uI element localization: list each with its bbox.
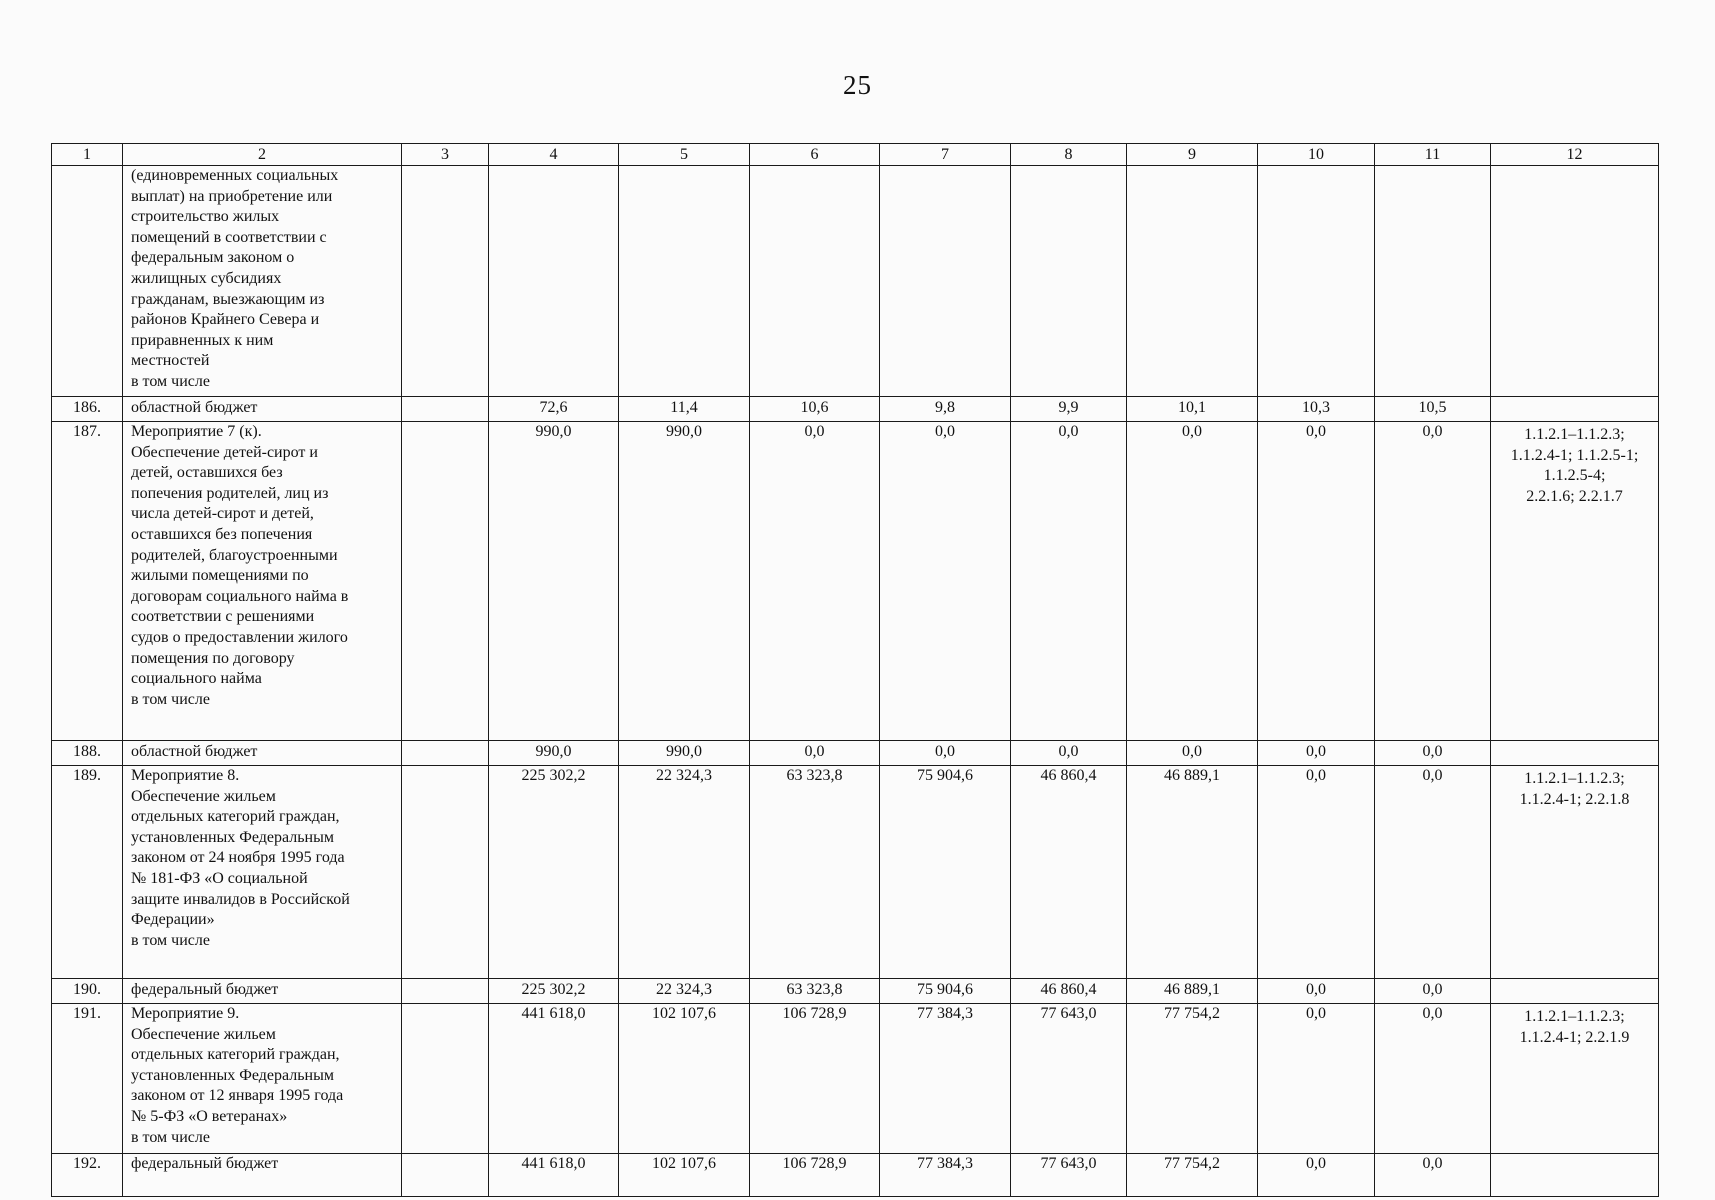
col9-value: 0,0 [1127,741,1258,766]
row-description: федеральный бюджет [123,979,402,1004]
col9-value: 46 889,1 [1127,979,1258,1004]
row-description: Мероприятие 9. Обеспечение жильем отдельных категорий граждан, установленных Федеральным законом от 12 января 1995 года № 5-ФЗ «О ветеранах» в том числе [123,1004,402,1154]
column-number-row [52,144,1659,166]
col11-value: 0,0 [1375,1004,1491,1154]
row-description: областной бюджет [123,397,402,422]
col4-value: 225 302,2 [489,979,619,1004]
reference-codes [1491,1154,1659,1197]
col5-value: 11,4 [619,397,750,422]
row-description: Мероприятие 8. Обеспечение жильем отдельных категорий граждан, установленных Федеральным законом от 24 ноября 1995 года № 181-ФЗ «О социальной защите инвалидов в Российской Федерации» в том числе [123,766,402,979]
col7-value: 9,8 [880,397,1011,422]
col10-value: 0,0 [1258,1004,1375,1154]
column-header: 2 [123,144,402,166]
col5-value: 22 324,3 [619,766,750,979]
col3-value [402,1004,489,1154]
reference-codes: 1.1.2.1–1.1.2.3; 1.1.2.4-1; 2.2.1.9 [1491,1004,1659,1154]
col11-value: 0,0 [1375,1154,1491,1197]
table-row [52,397,1659,422]
col10-value: 0,0 [1258,979,1375,1004]
col6-value: 106 728,9 [750,1004,880,1154]
col10-value: 0,0 [1258,422,1375,741]
column-header: 4 [489,144,619,166]
col11-value: 0,0 [1375,741,1491,766]
col7-value: 0,0 [880,741,1011,766]
col5-value: 990,0 [619,741,750,766]
col3-value [402,422,489,741]
col3-value [402,1154,489,1197]
row-number: 187. [52,422,123,741]
row-description: Мероприятие 7 (к). Обеспечение детей-сирот и детей, оставшихся без попечения родителей, лиц из числа детей-сирот и детей, оставшихся без попечения родителей, благоустроенными жилыми помещениями по договорам социального найма в соответствии с решениями судов о предоставлении жилого помещения по договору социального найма в том числе [123,422,402,741]
col6-value: 106 728,9 [750,1154,880,1197]
col6-value: 63 323,8 [750,979,880,1004]
col7-value: 0,0 [880,422,1011,741]
col5-value: 102 107,6 [619,1154,750,1197]
col6-value: 0,0 [750,741,880,766]
col11-value: 0,0 [1375,766,1491,979]
reference-codes: 1.1.2.1–1.1.2.3; 1.1.2.4-1; 2.2.1.8 [1491,766,1659,979]
table-row [52,1004,1659,1154]
col8-value: 77 643,0 [1011,1154,1127,1197]
col5-value: 102 107,6 [619,1004,750,1154]
col5-value: 990,0 [619,422,750,741]
column-header: 1 [52,144,123,166]
col4-value: 990,0 [489,741,619,766]
col4-value: 72,6 [489,397,619,422]
column-header: 6 [750,144,880,166]
table-row [52,741,1659,766]
column-header: 3 [402,144,489,166]
row-description: федеральный бюджет [123,1154,402,1197]
table-row [52,766,1659,979]
reference-codes [1491,741,1659,766]
row-number: 192. [52,1154,123,1197]
row-number: 188. [52,741,123,766]
row-number: 186. [52,397,123,422]
column-header: 8 [1011,144,1127,166]
col8-value: 46 860,4 [1011,979,1127,1004]
column-header: 12 [1491,144,1659,166]
page-number: 25 [843,70,872,100]
col8-value: 77 643,0 [1011,1004,1127,1154]
col6-value: 10,6 [750,397,880,422]
reference-codes [1491,397,1659,422]
col3-value [402,741,489,766]
table-row [52,422,1659,741]
col8-value: 9,9 [1011,397,1127,422]
col6-value: 0,0 [750,422,880,741]
column-header: 9 [1127,144,1258,166]
col4-value: 990,0 [489,422,619,741]
col10-value: 0,0 [1258,1154,1375,1197]
row-description: областной бюджет [123,741,402,766]
col4-value: 225 302,2 [489,766,619,979]
reference-codes [1491,979,1659,1004]
col11-value: 0,0 [1375,979,1491,1004]
continuation-text: (единовременных социальных выплат) на приобретение или строительство жилых помещений в соответствии с федеральным законом о жилищных субсидиях гражданам, выезжающим из районов Крайнего Севера и приравненных к ним местностей в том числе [123,166,402,397]
col3-value [402,979,489,1004]
column-header: 10 [1258,144,1375,166]
table-row [52,979,1659,1004]
column-header: 7 [880,144,1011,166]
col10-value: 0,0 [1258,741,1375,766]
col7-value: 75 904,6 [880,979,1011,1004]
col7-value: 77 384,3 [880,1154,1011,1197]
col9-value: 46 889,1 [1127,766,1258,979]
budget-table [51,143,1659,1197]
column-header: 5 [619,144,750,166]
continuation-row [52,166,1659,397]
col9-value: 77 754,2 [1127,1154,1258,1197]
col4-value: 441 618,0 [489,1154,619,1197]
col7-value: 77 384,3 [880,1004,1011,1154]
col8-value: 0,0 [1011,422,1127,741]
col9-value: 10,1 [1127,397,1258,422]
col10-value: 10,3 [1258,397,1375,422]
column-header: 11 [1375,144,1491,166]
col11-value: 0,0 [1375,422,1491,741]
col9-value: 0,0 [1127,422,1258,741]
col3-value [402,397,489,422]
col11-value: 10,5 [1375,397,1491,422]
col8-value: 0,0 [1011,741,1127,766]
table-row [52,1154,1659,1197]
row-number: 189. [52,766,123,979]
col6-value: 63 323,8 [750,766,880,979]
col9-value: 77 754,2 [1127,1004,1258,1154]
col4-value: 441 618,0 [489,1004,619,1154]
col8-value: 46 860,4 [1011,766,1127,979]
reference-codes: 1.1.2.1–1.1.2.3; 1.1.2.4-1; 1.1.2.5-1; 1.1.2.5-4; 2.2.1.6; 2.2.1.7 [1491,422,1659,741]
col5-value: 22 324,3 [619,979,750,1004]
row-number: 191. [52,1004,123,1154]
col10-value: 0,0 [1258,766,1375,979]
col7-value: 75 904,6 [880,766,1011,979]
row-number: 190. [52,979,123,1004]
col3-value [402,766,489,979]
